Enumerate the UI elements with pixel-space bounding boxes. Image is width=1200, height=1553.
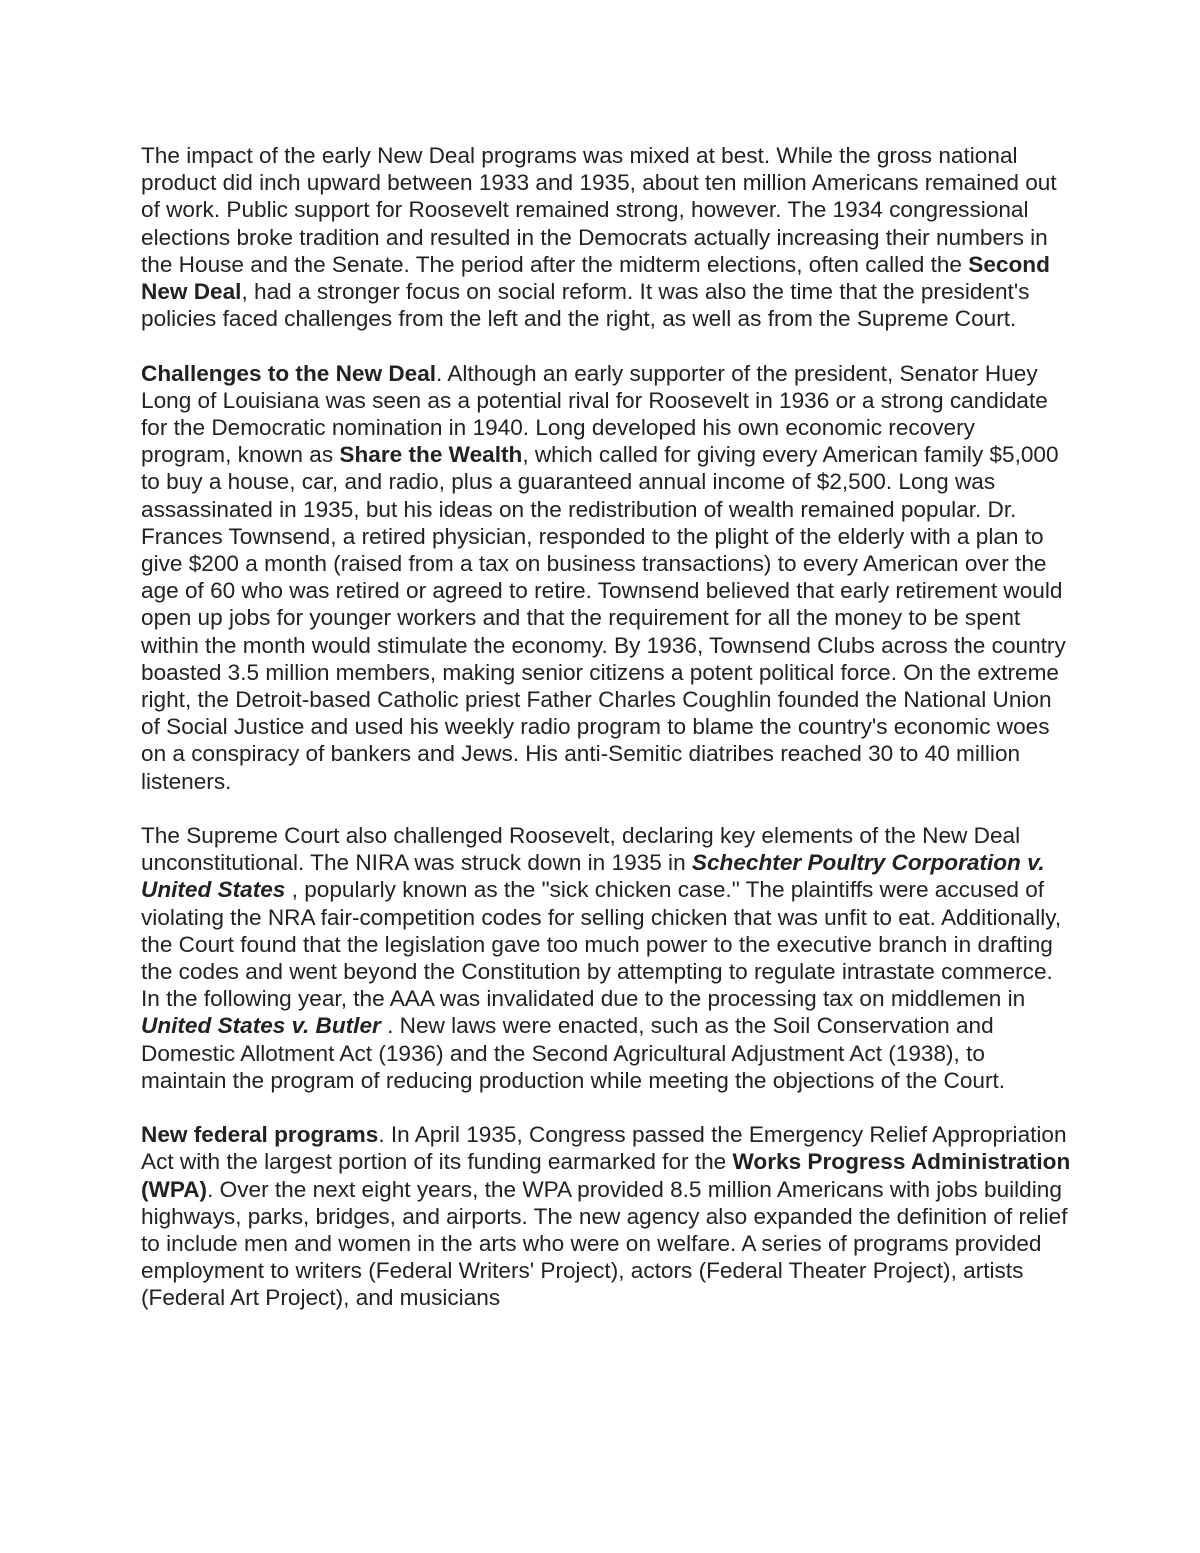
text-segment: The Supreme Court also challenged Roosevelt, declaring key elements of the New Deal unconstitutional. The NIRA was struck down in 1935 in [141,823,1021,876]
text-segment: . In April 1935, Congress passed the Emergency Relief Appropriation Act with the largest portion of its funding earmarked for the [141,1122,1067,1175]
bold-term-wpa: Works Progress Administration (WPA) [141,1149,1071,1202]
document-page [141,142,1071,1339]
section-heading-challenges: Challenges to the New Deal [141,360,437,386]
paragraph-new-deal-impact [141,142,1071,332]
bold-term-second-new-deal: Second New Deal [141,251,1050,305]
text-segment: The impact of the early New Deal programs was mixed at best. While the gross national product did inch upward between 1933 and 1935, about ten million Americans remained out of work. Public support for Roosevelt remained strong, however. The 1934 congressional elections broke tradition and resulted in the Democrats actually increasing their numbers in the House and the Senate. The period after the midterm elections, often called the [141,143,1057,277]
section-heading-new-federal-programs: New federal programs [141,1122,379,1148]
case-name-schechter: Schechter Poultry Corporation v. United States [141,850,1045,903]
paragraph-challenges [141,360,1071,795]
bold-term-share-the-wealth: Share the Wealth [339,442,523,468]
text-segment: , had a stronger focus on social reform. It was also the time that the president's policies faced challenges from the left and the right, as well as from the Supreme Court. [141,279,1030,332]
text-segment: . Over the next eight years, the WPA provided 8.5 million Americans with jobs building highways, parks, bridges, and airports. The new agency also expanded the definition of relief to include men and women in the arts who were on welfare. A series of programs provided employment to writers (Federal Writers' Project), actors (Federal Theater Project), artists (Federal Art Project), and musicians [141,1176,1068,1311]
text-segment: , which called for giving every American family $5,000 to buy a house, car, and radio, plus a guaranteed annual income of $2,500. Long was assassinated in 1935, but his ideas on the redistribution of wealth remained popular. Dr. Frances Townsend, a retired physician, responded to the plight of the elderly with a plan to give $200 a month (raised from a tax on business transactions) to every American over the age of 60 who was retired or agreed to retire. Townsend believed that early retirement would open up jobs for younger workers and that the requirement for all the money to be spent within the month would stimulate the economy. By 1936, Townsend Clubs across the country boasted 3.5 million members, making senior citizens a potent political force. On the extreme right, the Detroit-based Catholic priest Father Charles Coughlin founded the National Union of Social Justice and used his weekly radio program to blame the country's economic woes on a conspiracy of bankers and Jews. His anti-Semitic diatribes reached 30 to 40 million listeners. [141,442,1066,794]
text-segment: . New laws were enacted, such as the Soil Conservation and Domestic Allotment Act (1936) and the Second Agricultural Adjustment Act (1938), to maintain the program of reducing production while meeting the objections of the Court. [141,1013,1006,1093]
paragraph-new-federal-programs [141,1121,1071,1311]
paragraph-supreme-court [141,822,1071,1094]
case-name-butler: United States v. Butler [141,1013,381,1039]
text-segment: , popularly known as the "sick chicken case." The plaintiffs were accused of violating the NRA fair-competition codes for selling chicken that was unfit to eat. Additionally, the Court found that the legislation gave too much power to the executive branch in drafting the codes and went beyond the Constitution by attempting to regulate intrastate commerce. In the following year, the AAA was invalidated due to the processing tax on middlemen in [141,877,1062,1012]
text-segment: . Although an early supporter of the president, Senator Huey Long of Louisiana was seen as a potential rival for Roosevelt in 1936 or a strong candidate for the Democratic nomination in 1940. Long developed his own economic recovery program, known as [141,360,1048,468]
